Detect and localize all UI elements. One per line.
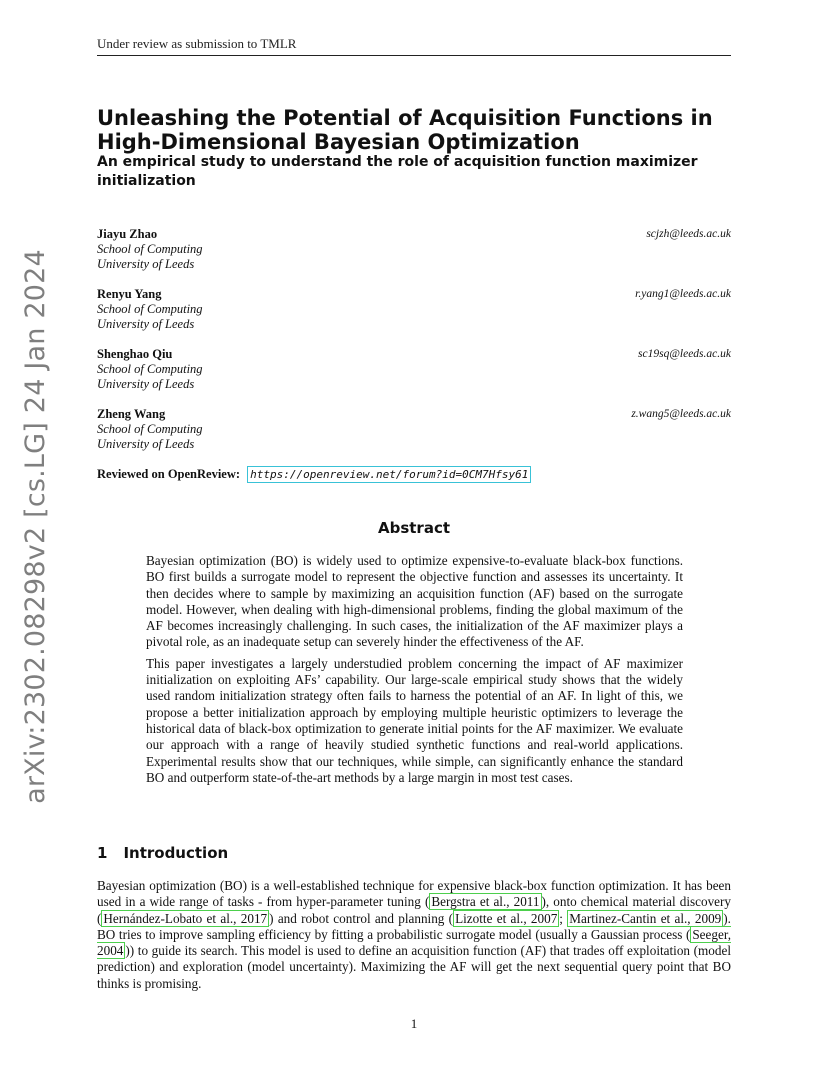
page-number: 1 [410, 1016, 418, 1031]
author-block [97, 227, 731, 287]
openreview-line [97, 467, 531, 482]
section-number: 1 [97, 844, 108, 862]
paper-subtitle: An empirical study to understand the role of acquisition function maximizer initialization [97, 154, 698, 189]
section-heading-introduction [97, 844, 228, 862]
author-department: School of Computing [97, 422, 203, 436]
openreview-link[interactable]: https://openreview.net/forum?id=0CM7Hfsy61 [247, 466, 531, 483]
author-name: Zheng Wang [97, 407, 166, 421]
section-title: Introduction [123, 844, 229, 862]
citation-link[interactable]: Bergstra et al., 2011 [431, 894, 540, 910]
citation-link[interactable]: Martinez-Cantin et al., 2009 [569, 910, 722, 926]
author-name: Jiayu Zhao [97, 227, 158, 241]
paper-title: Unleashing the Potential of Acquisition Functions in High-Dimensional Bayesian Optimization [97, 106, 713, 154]
author-university: University of Leeds [97, 437, 195, 451]
author-list [97, 227, 731, 467]
author-name: Shenghao Qiu [97, 347, 173, 361]
author-university: University of Leeds [97, 377, 195, 391]
author-department: School of Computing [97, 242, 203, 256]
author-department: School of Computing [97, 362, 203, 376]
introduction-paragraph [97, 878, 731, 992]
introduction-body [97, 878, 731, 992]
intro-text: ), onto chemical material discovery ( [97, 894, 731, 926]
author-block [97, 287, 731, 347]
intro-text: ). BO tries to improve sampling efficiency by fitting a probabilistic surrogate model (usually a Gaussian process ( [97, 910, 731, 942]
author-email[interactable]: z.wang5@leeds.ac.uk [631, 408, 731, 420]
intro-text: )) to guide its search. This model is used to define an acquisition function (AF) that trades off exploitation (model prediction) and exploration (model uncertainty). Maximizing the AF will get the next sequential query point that BO thinks is promising. [97, 943, 731, 991]
intro-text: ) and robot control and planning ( [269, 910, 454, 926]
abstract-heading: Abstract [377, 519, 451, 537]
author-email[interactable]: sc19sq@leeds.ac.uk [638, 348, 731, 360]
abstract-paragraph-2: This paper investigates a largely understudied problem concerning the impact of AF maximizer initialization on exploiting AFs’ capability. Our large-scale empirical study shows that the widely used random initialization strategy often fails to harness the potential of an AF. In light of this, we propose a better initialization approach by employing multiple heuristic optimizers to leverage the historical data of black-box optimization to generate initial points for the AF maximizer. We evaluate our approach with a range of heavily studied synthetic functions and real-world applications. Experimental results show that our techniques, while simple, can significantly enhance the standard BO and outperform state-of-the-art methods by a large margin in most test cases. [146, 655, 683, 785]
author-block [97, 407, 731, 467]
abstract-paragraph-1: Bayesian optimization (BO) is widely used to optimize expensive-to-evaluate black-box functions. BO first builds a surrogate model to represent the objective function and assesses its uncertainty. It then decides where to sample by maximizing an acquisition function (AF) based on the surrogate model. However, when dealing with high-dimensional problems, finding the global maximum of the AF becomes increasingly challenging. In such cases, the initialization of the AF maximizer plays a pivotal role, as an inadequate setup can severely hinder the effectiveness of the AF. [146, 553, 683, 650]
author-block [97, 347, 731, 407]
author-email[interactable]: scjzh@leeds.ac.uk [646, 228, 731, 240]
citation-link[interactable]: Lizotte et al., 2007 [455, 910, 558, 926]
openreview-label: Reviewed on OpenReview: [97, 467, 241, 481]
author-email[interactable]: r.yang1@leeds.ac.uk [635, 288, 731, 300]
author-university: University of Leeds [97, 317, 195, 331]
intro-text: Bayesian optimization (BO) is a well-established technique for expensive black-box function optimization. It has been used in a wide range of tasks - from hyper-parameter tuning ( [97, 878, 731, 910]
citation-link[interactable]: Seeger, 2004 [97, 926, 731, 959]
abstract-body [146, 553, 683, 791]
author-name: Renyu Yang [97, 287, 162, 301]
arxiv-identifier: arXiv:2302.08298v2 [cs.LG] 24 Jan 2024 [19, 248, 51, 804]
running-head: Under review as submission to TMLR [97, 36, 731, 56]
citation-link[interactable]: Hernández-Lobato et al., 2017 [103, 910, 268, 926]
intro-text: ; [559, 910, 568, 926]
author-department: School of Computing [97, 302, 203, 316]
author-university: University of Leeds [97, 257, 195, 271]
